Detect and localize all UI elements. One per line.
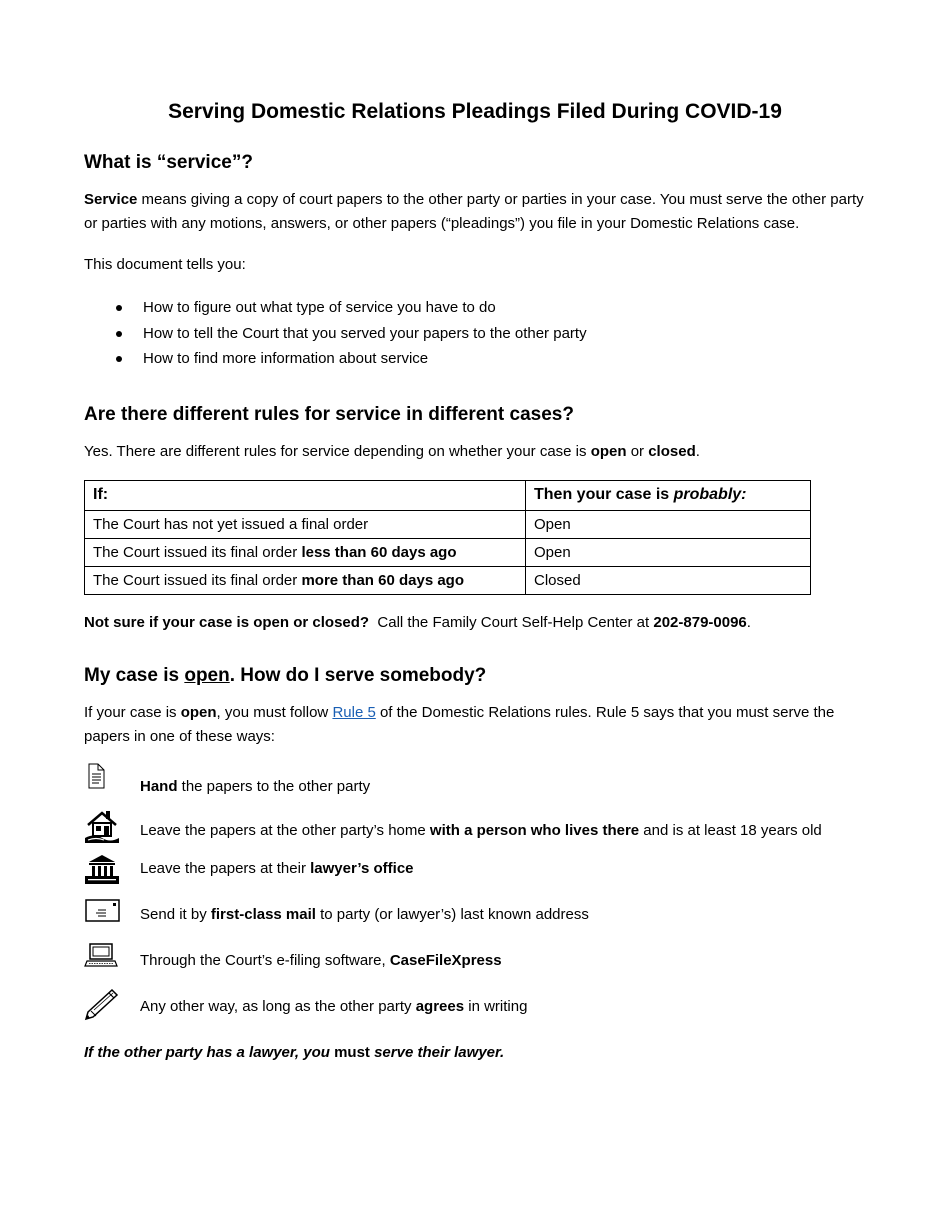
service-way-agreed	[84, 989, 864, 1035]
service-way-efiling	[84, 943, 864, 989]
service-way-mail	[84, 897, 864, 943]
rules-or: or	[626, 442, 649, 460]
status-cell: Closed	[526, 566, 811, 594]
service-way-text	[140, 821, 822, 841]
document-tells-intro: This document tells you:	[84, 256, 246, 273]
lawyer-note-text-b: serve their lawyer.	[369, 1043, 505, 1061]
condition-cell	[85, 538, 526, 566]
way-post: the papers to the other party	[177, 777, 371, 795]
courthouse-icon	[84, 853, 120, 889]
way-pre: Send it by	[140, 905, 211, 923]
bullet-icon	[116, 356, 122, 362]
service-way-text	[140, 997, 527, 1017]
way-post: in writing	[464, 997, 528, 1015]
section-heading-different-rules: Are there different rules for service in different cases?	[84, 403, 574, 425]
way-bold: agrees	[415, 997, 465, 1015]
way-pre: Any other way, as long as the other party	[140, 997, 416, 1015]
way-pre: Leave the papers at the other party’s home	[140, 821, 430, 839]
list-item-text: How to tell the Court that you served your papers to the other party	[143, 324, 587, 342]
header-if: If:	[85, 480, 526, 510]
service-way-lawyer-office	[84, 853, 864, 897]
way-bold: with a person who lives there	[429, 821, 640, 839]
computer-icon	[84, 943, 120, 979]
phone-number: 202-879-0096	[653, 613, 747, 631]
bullet-icon	[116, 305, 122, 311]
table-row	[85, 538, 811, 566]
service-definition-text: means giving a copy of court papers to the other party or parties in your case. You must serve the other party or parties with any motions, answers, or other papers (“pleadings”) you file in your Domestic Relations case.	[84, 191, 864, 232]
service-way-text	[140, 859, 414, 879]
service-way-hand	[84, 763, 864, 809]
condition-text: The Court issued its final order	[93, 571, 302, 589]
case-status-table	[84, 480, 811, 595]
lawyer-note	[84, 1041, 864, 1065]
condition-text: The Court issued its final order	[93, 543, 302, 561]
status-cell: Open	[526, 510, 811, 538]
not-sure-note	[84, 611, 864, 635]
list-item	[84, 321, 864, 347]
rule5-open: open	[180, 703, 217, 721]
heading-open-term: open	[184, 664, 230, 686]
not-sure-question: Not sure if your case is open or closed?	[84, 613, 370, 631]
envelope-icon	[84, 897, 120, 933]
list-item	[84, 295, 864, 321]
header-then-text: Then your case is	[534, 486, 674, 503]
lawyer-note-must: must	[334, 1043, 370, 1061]
lawyer-note-text-a: If the other party has a lawyer, you	[84, 1043, 335, 1061]
service-ways-list	[84, 763, 864, 1035]
way-pre: Through the Court’s e-filing software,	[140, 951, 390, 969]
header-then	[526, 480, 811, 510]
status-cell: Open	[526, 538, 811, 566]
table-header-row	[85, 480, 811, 510]
service-way-text	[140, 777, 370, 797]
not-sure-text: Call the Family Court Self-Help Center at	[369, 613, 654, 631]
section-heading-open-case	[84, 663, 864, 689]
not-sure-end: .	[746, 613, 751, 631]
way-bold: Hand	[140, 777, 178, 795]
service-way-home	[84, 809, 864, 853]
rule5-text-b: , you must follow	[216, 703, 333, 721]
way-bold: CaseFileXpress	[389, 951, 502, 969]
condition-cell	[85, 510, 526, 538]
table-row	[85, 510, 811, 538]
rule5-text-c: of the Domestic Relations rules. Rule 5 says that you must serve the papers in one of these ways:	[84, 703, 835, 745]
document-title: Serving Domestic Relations Pleadings Filed During COVID-19	[168, 100, 782, 123]
condition-text: The Court has not yet issued a final order	[93, 515, 369, 533]
list-item-text: How to figure out what type of service you have to do	[143, 299, 496, 316]
bullet-list	[84, 295, 864, 372]
section-heading-what-is-service: What is “service”?	[84, 152, 253, 173]
way-post: to party (or lawyer’s) last known address	[315, 905, 589, 923]
condition-bold: less than 60 days ago	[301, 543, 457, 561]
way-post: and is at least 18 years old	[639, 821, 822, 839]
rule-5-link[interactable]: Rule 5	[332, 703, 376, 721]
list-item	[84, 346, 864, 372]
document-page	[84, 98, 864, 1065]
rules-text: Yes. There are different rules for service depending on whether your case is	[84, 442, 591, 460]
heading-text-b: . How do I serve somebody?	[229, 664, 487, 686]
service-definition	[84, 188, 864, 236]
condition-cell	[85, 566, 526, 594]
way-bold: first-class mail	[210, 905, 316, 923]
way-pre: Leave the papers at their	[140, 859, 311, 877]
list-item-text: How to find more information about service	[143, 350, 429, 367]
document-icon	[84, 763, 120, 799]
header-probably: probably:	[673, 486, 747, 503]
rule5-paragraph	[84, 701, 864, 749]
heading-text-a: My case is	[84, 664, 185, 686]
closed-term: closed	[648, 442, 696, 460]
service-way-text	[140, 951, 502, 971]
rules-period: .	[695, 442, 700, 460]
open-term: open	[590, 442, 627, 460]
pencil-icon	[84, 989, 120, 1025]
service-way-text	[140, 905, 589, 925]
rule5-text-a: If your case is	[84, 703, 181, 721]
service-term: Service	[84, 191, 138, 208]
home-icon	[84, 809, 120, 845]
condition-bold: more than 60 days ago	[301, 571, 464, 589]
rules-paragraph	[84, 440, 864, 464]
table-row	[85, 566, 811, 594]
way-bold: lawyer’s office	[310, 859, 414, 877]
bullet-icon	[116, 331, 122, 337]
